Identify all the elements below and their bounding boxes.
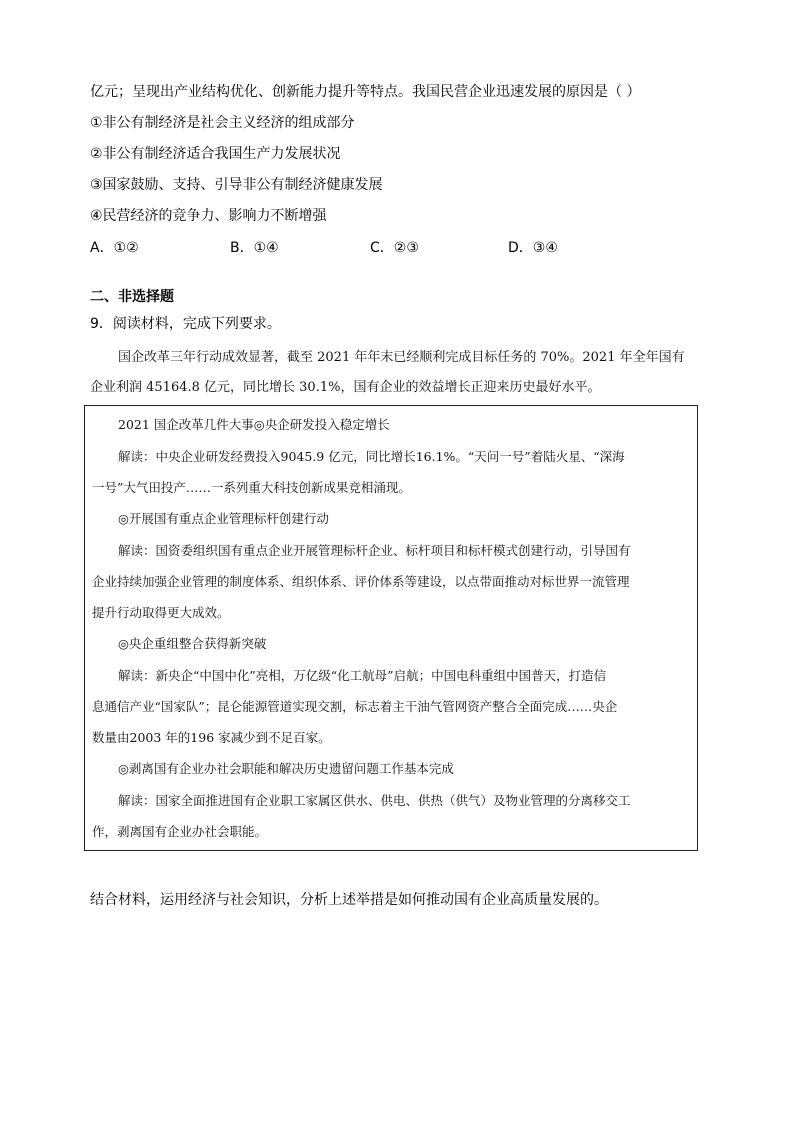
- box-item-4-title: ◎剥离国有企业办社会职能和解决历史遗留问题工作基本完成: [118, 761, 454, 776]
- box-item-2-title: ◎开展国有重点企业管理标杆创建行动: [118, 511, 329, 526]
- box-item-4-line-2: 作，剥离国有企业办社会职能。: [92, 824, 268, 839]
- answer-options: [90, 238, 690, 258]
- statement-4: ④民营经济的竞争力、影响力不断增强: [90, 208, 327, 224]
- material-line-2: 企业利润 45164.8 亿元，同比增长 30.1%，国有企业的效益增长正迎来历史最好水平。: [90, 380, 601, 395]
- section-title: 二、非选择题: [90, 289, 174, 305]
- option-c: C．②③: [370, 240, 419, 256]
- statement-2: ②非公有制经济适合我国生产力发展状况: [90, 146, 341, 162]
- question8-stem: 亿元；呈现出产业结构优化、创新能力提升等特点。我国民营企业迅速发展的原因是（ ）: [90, 84, 641, 100]
- box-item-2-line-3: 提升行动取得更大成效。: [92, 605, 230, 620]
- material-line-1: 国企改革三年行动成效显著，截至 2021 年年末已经顺利完成目标任务的 70%。2021 年全年国有: [118, 350, 685, 365]
- box-item-3-line-3: 数量由2003 年的196 家减少到不足百家。: [92, 730, 331, 745]
- box-item-1-line-2: 一号”大气田投产……一系列重大科技创新成果竞相涌现。: [92, 480, 411, 495]
- statement-3: ③国家鼓励、支持、引导非公有制经济健康发展: [90, 177, 383, 193]
- box-item-2-line-1: 解读：国资委组织国有重点企业开展管理标杆企业、标杆项目和标杆模式创建行动，引导国有: [118, 543, 631, 558]
- box-item-3-line-2: 息通信产业“国家队”；昆仑能源管道实现交割，标志着主干油气管网资产整合全面完成……央企: [92, 699, 618, 714]
- option-d: D．③④: [508, 240, 558, 256]
- box-item-3-title: ◎央企重组整合获得新突破: [118, 636, 267, 651]
- box-item-3-line-1: 解读：新央企“中国中化”亮相，万亿级“化工航母”启航；中国电科重组中国普天，打造信: [118, 668, 607, 683]
- question9-task: 结合材料，运用经济与社会知识，分析上述举措是如何推动国有企业高质量发展的。: [90, 892, 608, 908]
- box-item-4-line-1: 解读：国家全面推进国有企业职工家属区供水、供电、供热（供气）及物业管理的分离移交工: [118, 793, 631, 808]
- box-item-2-line-2: 企业持续加强企业管理的制度体系、组织体系、评价体系等建设，以点带面推动对标世界一流管理: [92, 574, 630, 589]
- option-a: A．①②: [90, 240, 139, 256]
- material-box: [84, 405, 698, 851]
- statement-1: ①非公有制经济是社会主义经济的组成部分: [90, 115, 355, 131]
- box-heading: 2021 国企改革几件大事◎央企研发投入稳定增长: [118, 417, 390, 432]
- question9-prompt: 9．阅读材料，完成下列要求。: [90, 316, 281, 332]
- option-b: B．①④: [230, 240, 279, 256]
- box-item-1-line-1: 解读：中央企业研发经费投入9045.9 亿元，同比增长16.1%。“天问一号”着陆火星、“深海: [118, 449, 625, 464]
